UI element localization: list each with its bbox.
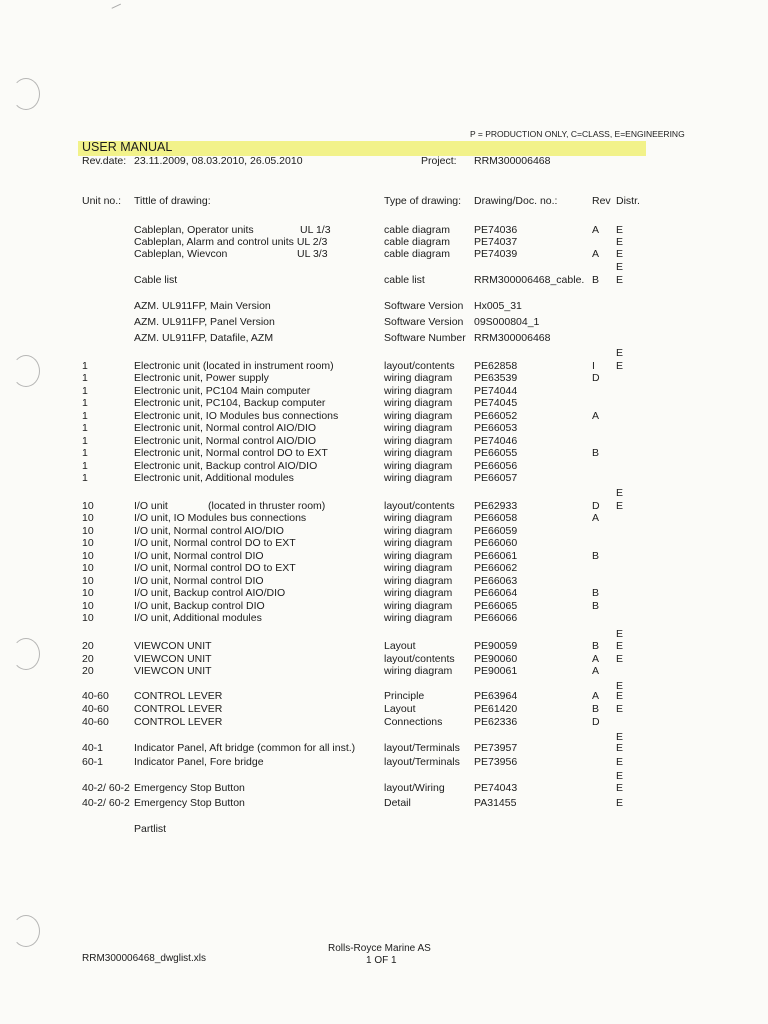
row-28-doc-number: PE66065 xyxy=(474,600,518,612)
row-1-drawing-title: Cableplan, Alarm and control units UL 2/3 xyxy=(134,236,328,248)
row-0-doc-number: PE74036 xyxy=(474,224,518,236)
row-24-doc-number: PE66061 xyxy=(474,550,518,562)
row-25-drawing-type: wiring diagram xyxy=(384,562,453,574)
row-31-unit-no: 20 xyxy=(82,640,94,652)
row-27-doc-number: PE66064 xyxy=(474,587,518,599)
row-42-unit-no: 40-2/ 60-2 xyxy=(82,782,130,794)
rev-date-label: Rev.date: xyxy=(82,155,127,167)
row-10-doc-number: PE63539 xyxy=(474,372,518,384)
row-21-doc-number: PE66058 xyxy=(474,512,518,524)
row-36-drawing-title: CONTROL LEVER xyxy=(134,703,223,715)
row-44-drawing-title: Partlist xyxy=(134,823,167,835)
row-27-revision: B xyxy=(592,587,600,599)
row-6-drawing-title: AZM. UL911FP, Panel Version xyxy=(134,316,275,328)
row-12-unit-no: 1 xyxy=(82,397,88,409)
row-41-distribution: E xyxy=(616,770,624,782)
row-15-doc-number: PE74046 xyxy=(474,435,518,447)
row-35-drawing-type: Principle xyxy=(384,690,425,702)
row-4-drawing-title: Cable list xyxy=(134,274,178,286)
project-label: Project: xyxy=(421,155,457,167)
row-26-unit-no: 10 xyxy=(82,575,94,587)
row-42-doc-number: PE74043 xyxy=(474,782,518,794)
row-31-distribution: E xyxy=(616,640,624,652)
row-23-drawing-type: wiring diagram xyxy=(384,537,453,549)
row-42-drawing-title: Emergency Stop Button xyxy=(134,782,245,794)
row-43-drawing-title: Emergency Stop Button xyxy=(134,797,245,809)
row-1-drawing-type: cable diagram xyxy=(384,236,450,248)
row-15-drawing-title: Electronic unit, Normal control AIO/DIO xyxy=(134,435,317,447)
row-36-unit-no: 40-60 xyxy=(82,703,109,715)
row-25-unit-no: 10 xyxy=(82,562,94,574)
row-6-doc-number: 09S000804_1 xyxy=(474,316,540,328)
row-37-revision: D xyxy=(592,716,600,728)
row-23-unit-no: 10 xyxy=(82,537,94,549)
row-32-revision: A xyxy=(592,653,600,665)
row-4-revision: B xyxy=(592,274,600,286)
row-33-drawing-type: wiring diagram xyxy=(384,665,453,677)
row-9-doc-number: PE62858 xyxy=(474,360,518,372)
row-9-drawing-title: Electronic unit (located in instrument room) xyxy=(134,360,334,372)
row-22-drawing-type: wiring diagram xyxy=(384,525,453,537)
row-9-distribution: E xyxy=(616,360,624,372)
row-18-unit-no: 1 xyxy=(82,472,88,484)
row-9-drawing-type: layout/contents xyxy=(384,360,455,372)
row-7-doc-number: RRM300006468 xyxy=(474,332,551,344)
row-1-doc-number: PE74037 xyxy=(474,236,518,248)
row-34-distribution: E xyxy=(616,680,624,692)
row-28-drawing-title: I/O unit, Backup control DIO xyxy=(134,600,265,612)
row-11-unit-no: 1 xyxy=(82,385,88,397)
scan-mark xyxy=(109,0,121,9)
column-header-unit: Unit no.: xyxy=(82,195,122,207)
row-17-drawing-title: Electronic unit, Backup control AIO/DIO xyxy=(134,460,318,472)
row-26-drawing-title: I/O unit, Normal control DIO xyxy=(134,575,264,587)
column-header-rev: Rev xyxy=(592,195,611,207)
row-15-drawing-type: wiring diagram xyxy=(384,435,453,447)
row-27-unit-no: 10 xyxy=(82,587,94,599)
distribution-legend: P = PRODUCTION ONLY, C=CLASS, E=ENGINEERING xyxy=(470,129,685,139)
row-14-drawing-type: wiring diagram xyxy=(384,422,453,434)
row-35-drawing-title: CONTROL LEVER xyxy=(134,690,223,702)
punch-hole-middle xyxy=(12,355,40,387)
row-13-unit-no: 1 xyxy=(82,410,88,422)
row-17-unit-no: 1 xyxy=(82,460,88,472)
row-40-drawing-type: layout/Terminals xyxy=(384,756,460,768)
row-0-drawing-title: Cableplan, Operator units xyxy=(134,224,254,236)
row-9-revision: I xyxy=(592,360,595,372)
row-10-revision: D xyxy=(592,372,600,384)
row-12-drawing-title: Electronic unit, PC104, Backup computer xyxy=(134,397,326,409)
row-32-doc-number: PE90060 xyxy=(474,653,518,665)
row-13-doc-number: PE66052 xyxy=(474,410,518,422)
row-35-distribution: E xyxy=(616,690,624,702)
row-22-unit-no: 10 xyxy=(82,525,94,537)
row-40-doc-number: PE73956 xyxy=(474,756,518,768)
row-24-unit-no: 10 xyxy=(82,550,94,562)
row-29-doc-number: PE66066 xyxy=(474,612,518,624)
row-42-distribution: E xyxy=(616,782,624,794)
punch-hole-bottom xyxy=(12,915,40,947)
row-17-drawing-type: wiring diagram xyxy=(384,460,453,472)
row-0-drawing-type: cable diagram xyxy=(384,224,450,236)
row-11-doc-number: PE74044 xyxy=(474,385,518,397)
row-20-drawing-title-note: (located in thruster room) xyxy=(208,500,326,512)
footer-filename: RRM300006468_dwglist.xls xyxy=(82,953,206,964)
row-6-drawing-type: Software Version xyxy=(384,316,464,328)
row-5-drawing-title: AZM. UL911FP, Main Version xyxy=(134,300,271,312)
row-35-revision: A xyxy=(592,690,600,702)
document-title: USER MANUAL xyxy=(82,140,173,154)
row-40-distribution: E xyxy=(616,756,624,768)
row-0-distribution: E xyxy=(616,224,624,236)
row-16-doc-number: PE66055 xyxy=(474,447,518,459)
row-43-unit-no: 40-2/ 60-2 xyxy=(82,797,130,809)
row-39-drawing-type: layout/Terminals xyxy=(384,742,460,754)
row-12-doc-number: PE74045 xyxy=(474,397,518,409)
row-43-doc-number: PA31455 xyxy=(474,797,517,809)
row-15-unit-no: 1 xyxy=(82,435,88,447)
row-26-doc-number: PE66063 xyxy=(474,575,518,587)
row-31-drawing-type: Layout xyxy=(384,640,416,652)
row-35-doc-number: PE63964 xyxy=(474,690,518,702)
row-0-revision: A xyxy=(592,224,600,236)
row-24-revision: B xyxy=(592,550,600,562)
row-4-drawing-type: cable list xyxy=(384,274,425,286)
row-36-doc-number: PE61420 xyxy=(474,703,518,715)
row-3-distribution: E xyxy=(616,261,624,273)
row-31-drawing-title: VIEWCON UNIT xyxy=(134,640,212,652)
row-40-unit-no: 60-1 xyxy=(82,756,104,768)
row-26-drawing-type: wiring diagram xyxy=(384,575,453,587)
row-39-drawing-title: Indicator Panel, Aft bridge (common for all inst.) xyxy=(134,742,356,754)
row-36-revision: B xyxy=(592,703,600,715)
row-2-drawing-title-note: UL 3/3 xyxy=(297,248,328,260)
row-2-drawing-type: cable diagram xyxy=(384,248,450,260)
column-header-doc-no: Drawing/Doc. no.: xyxy=(474,195,558,207)
row-21-unit-no: 10 xyxy=(82,512,94,524)
row-32-distribution: E xyxy=(616,653,624,665)
row-18-doc-number: PE66057 xyxy=(474,472,518,484)
row-35-unit-no: 40-60 xyxy=(82,690,109,702)
row-9-unit-no: 1 xyxy=(82,360,88,372)
row-2-revision: A xyxy=(592,248,600,260)
row-16-unit-no: 1 xyxy=(82,447,88,459)
row-23-doc-number: PE66060 xyxy=(474,537,518,549)
row-21-revision: A xyxy=(592,512,600,524)
row-12-drawing-type: wiring diagram xyxy=(384,397,453,409)
row-16-drawing-type: wiring diagram xyxy=(384,447,453,459)
row-10-unit-no: 1 xyxy=(82,372,88,384)
row-20-drawing-title: I/O unit xyxy=(134,500,168,512)
row-31-doc-number: PE90059 xyxy=(474,640,518,652)
row-22-doc-number: PE66059 xyxy=(474,525,518,537)
row-39-unit-no: 40-1 xyxy=(82,742,104,754)
row-39-doc-number: PE73957 xyxy=(474,742,518,754)
row-20-unit-no: 10 xyxy=(82,500,94,512)
row-7-drawing-type: Software Number xyxy=(384,332,466,344)
row-27-drawing-title: I/O unit, Backup control AIO/DIO xyxy=(134,587,286,599)
row-32-unit-no: 20 xyxy=(82,653,94,665)
row-20-drawing-type: layout/contents xyxy=(384,500,455,512)
row-2-drawing-title: Cableplan, Wievcon xyxy=(134,248,228,260)
row-28-unit-no: 10 xyxy=(82,600,94,612)
column-header-title: Tittle of drawing: xyxy=(134,195,211,207)
row-24-drawing-type: wiring diagram xyxy=(384,550,453,562)
row-38-distribution: E xyxy=(616,731,624,743)
row-43-distribution: E xyxy=(616,797,624,809)
row-5-doc-number: Hx005_31 xyxy=(474,300,522,312)
rev-dates: 23.11.2009, 08.03.2010, 26.05.2010 xyxy=(134,155,303,167)
row-37-doc-number: PE62336 xyxy=(474,716,518,728)
punch-hole-top xyxy=(12,78,40,110)
row-7-drawing-title: AZM. UL911FP, Datafile, AZM xyxy=(134,332,274,344)
row-18-drawing-type: wiring diagram xyxy=(384,472,453,484)
row-29-drawing-title: I/O unit, Additional modules xyxy=(134,612,262,624)
row-31-revision: B xyxy=(592,640,600,652)
row-4-distribution: E xyxy=(616,274,624,286)
row-20-doc-number: PE62933 xyxy=(474,500,518,512)
row-25-drawing-title: I/O unit, Normal control DO to EXT xyxy=(134,562,296,574)
row-37-drawing-title: CONTROL LEVER xyxy=(134,716,223,728)
row-13-drawing-type: wiring diagram xyxy=(384,410,453,422)
row-2-distribution: E xyxy=(616,248,624,260)
row-21-drawing-title: I/O unit, IO Modules bus connections xyxy=(134,512,307,524)
row-29-drawing-type: wiring diagram xyxy=(384,612,453,624)
row-4-doc-number: RRM300006468_cable. xyxy=(474,274,585,286)
row-18-drawing-title: Electronic unit, Additional modules xyxy=(134,472,294,484)
project-number: RRM300006468 xyxy=(474,155,551,167)
row-36-drawing-type: Layout xyxy=(384,703,416,715)
row-33-unit-no: 20 xyxy=(82,665,94,677)
row-10-drawing-title: Electronic unit, Power supply xyxy=(134,372,269,384)
row-36-distribution: E xyxy=(616,703,624,715)
row-14-drawing-title: Electronic unit, Normal control AIO/DIO xyxy=(134,422,317,434)
row-42-drawing-type: layout/Wiring xyxy=(384,782,445,794)
row-16-drawing-title: Electronic unit, Normal control DO to EXT xyxy=(134,447,328,459)
row-29-unit-no: 10 xyxy=(82,612,94,624)
row-1-distribution: E xyxy=(616,236,624,248)
row-14-unit-no: 1 xyxy=(82,422,88,434)
row-8-distribution: E xyxy=(616,347,624,359)
row-21-drawing-type: wiring diagram xyxy=(384,512,453,524)
row-40-drawing-title: Indicator Panel, Fore bridge xyxy=(134,756,264,768)
row-19-distribution: E xyxy=(616,487,624,499)
row-32-drawing-title: VIEWCON UNIT xyxy=(134,653,212,665)
row-10-drawing-type: wiring diagram xyxy=(384,372,453,384)
row-25-doc-number: PE66062 xyxy=(474,562,518,574)
row-33-drawing-title: VIEWCON UNIT xyxy=(134,665,212,677)
row-23-drawing-title: I/O unit, Normal control DO to EXT xyxy=(134,537,296,549)
column-header-distr: Distr. xyxy=(616,195,640,207)
row-17-doc-number: PE66056 xyxy=(474,460,518,472)
row-37-drawing-type: Connections xyxy=(384,716,443,728)
row-33-revision: A xyxy=(592,665,600,677)
column-header-type: Type of drawing: xyxy=(384,195,462,207)
row-16-revision: B xyxy=(592,447,600,459)
row-33-doc-number: PE90061 xyxy=(474,665,518,677)
row-0-drawing-title-note: UL 1/3 xyxy=(300,224,331,236)
row-39-distribution: E xyxy=(616,742,624,754)
row-24-drawing-title: I/O unit, Normal control DIO xyxy=(134,550,264,562)
row-27-drawing-type: wiring diagram xyxy=(384,587,453,599)
row-28-drawing-type: wiring diagram xyxy=(384,600,453,612)
row-37-unit-no: 40-60 xyxy=(82,716,109,728)
row-11-drawing-type: wiring diagram xyxy=(384,385,453,397)
row-2-doc-number: PE74039 xyxy=(474,248,518,260)
row-32-drawing-type: layout/contents xyxy=(384,653,455,665)
row-13-drawing-title: Electronic unit, IO Modules bus connections xyxy=(134,410,339,422)
row-5-drawing-type: Software Version xyxy=(384,300,464,312)
footer-page: 1 OF 1 xyxy=(366,955,397,966)
row-20-distribution: E xyxy=(616,500,624,512)
punch-hole-lower xyxy=(12,638,40,670)
row-13-revision: A xyxy=(592,410,600,422)
row-14-doc-number: PE66053 xyxy=(474,422,518,434)
row-28-revision: B xyxy=(592,600,600,612)
row-30-distribution: E xyxy=(616,628,624,640)
footer-company: Rolls-Royce Marine AS xyxy=(328,943,431,954)
row-22-drawing-title: I/O unit, Normal control AIO/DIO xyxy=(134,525,284,537)
row-20-revision: D xyxy=(592,500,600,512)
row-11-drawing-title: Electronic unit, PC104 Main computer xyxy=(134,385,311,397)
row-43-drawing-type: Detail xyxy=(384,797,411,809)
